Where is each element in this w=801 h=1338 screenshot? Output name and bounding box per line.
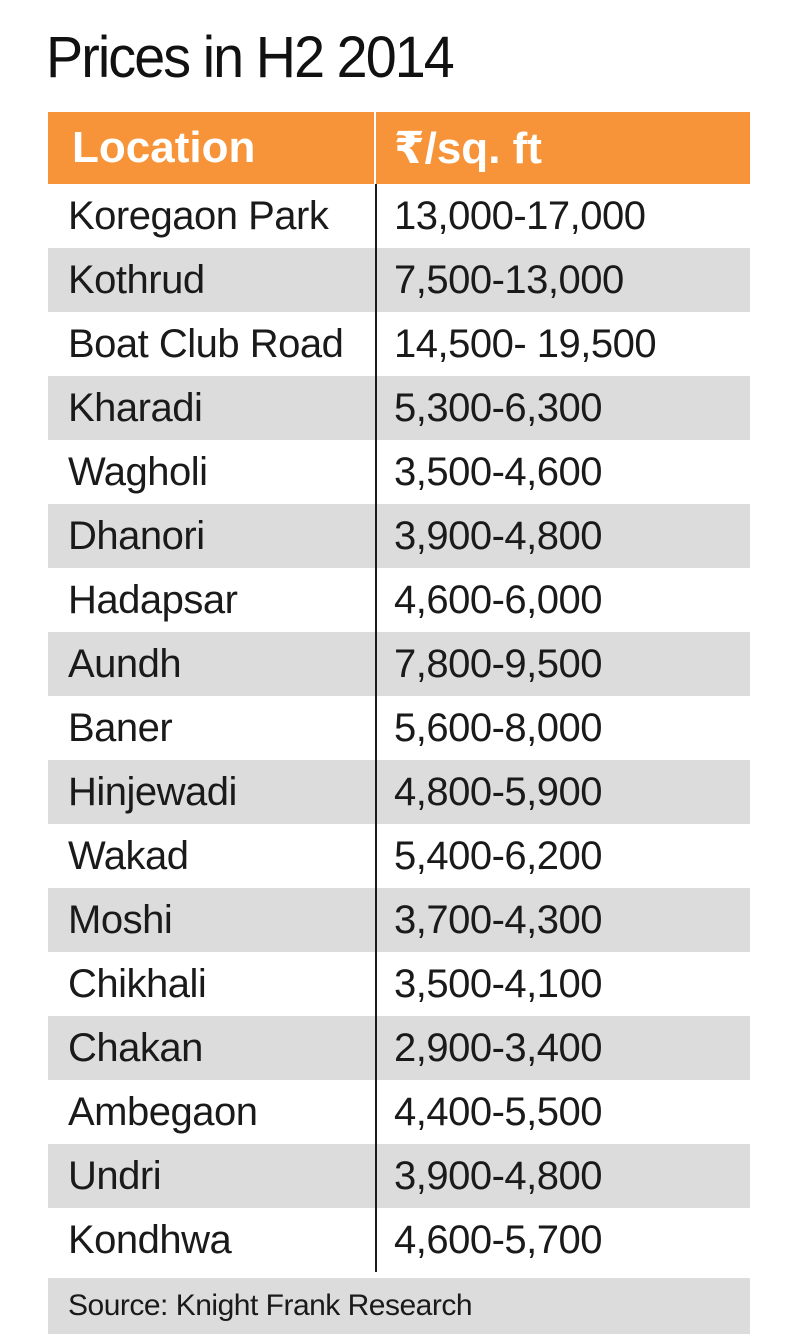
source-note: Source: Knight Frank Research xyxy=(48,1278,750,1334)
price-cell: 13,000-17,000 xyxy=(394,193,646,238)
price-cell: 4,600-5,700 xyxy=(394,1217,603,1262)
table-row xyxy=(48,760,750,824)
price-cell: 4,600-6,000 xyxy=(394,577,603,622)
column-divider xyxy=(375,184,377,1272)
table-row xyxy=(48,248,750,312)
header-price: ₹/sq. ft xyxy=(394,123,542,173)
location-cell: Wakad xyxy=(68,833,189,878)
table-row xyxy=(48,312,750,376)
location-cell: Ambegaon xyxy=(68,1089,258,1134)
table-row xyxy=(48,696,750,760)
price-cell: 14,500- 19,500 xyxy=(394,321,657,366)
location-cell: Wagholi xyxy=(68,449,208,494)
table-row xyxy=(48,952,750,1016)
location-cell: Dhanori xyxy=(68,513,205,558)
table-row xyxy=(48,568,750,632)
table-row xyxy=(48,1016,750,1080)
price-table xyxy=(48,112,750,1334)
header-location: Location xyxy=(48,112,376,184)
price-cell: 2,900-3,400 xyxy=(394,1025,603,1070)
location-cell: Aundh xyxy=(68,641,182,686)
price-cell: 5,600-8,000 xyxy=(394,705,603,750)
price-cell: 4,400-5,500 xyxy=(394,1089,603,1134)
location-cell: Baner xyxy=(68,705,173,750)
price-cell: 7,500-13,000 xyxy=(394,257,624,302)
table-row xyxy=(48,440,750,504)
location-cell: Undri xyxy=(68,1153,162,1198)
price-cell: 3,700-4,300 xyxy=(394,897,603,942)
price-cell: 5,300-6,300 xyxy=(394,385,603,430)
location-cell: Kharadi xyxy=(68,385,203,430)
location-cell: Kothrud xyxy=(68,257,205,302)
chart-title: Prices in H2 2014 xyxy=(46,25,453,90)
table-header xyxy=(48,112,750,184)
table-row xyxy=(48,824,750,888)
location-cell: Moshi xyxy=(68,897,173,942)
price-cell: 3,500-4,600 xyxy=(394,449,603,494)
location-cell: Boat Club Road xyxy=(68,321,344,366)
price-cell: 3,500-4,100 xyxy=(394,961,603,1006)
table-row xyxy=(48,1080,750,1144)
table-body xyxy=(48,184,750,1272)
price-cell: 4,800-5,900 xyxy=(394,769,603,814)
location-cell: Hadapsar xyxy=(68,577,238,622)
price-cell: 7,800-9,500 xyxy=(394,641,603,686)
table-row xyxy=(48,632,750,696)
price-cell: 3,900-4,800 xyxy=(394,1153,603,1198)
table-row xyxy=(48,504,750,568)
location-cell: Hinjewadi xyxy=(68,769,237,814)
location-cell: Koregaon Park xyxy=(68,193,329,238)
table-row xyxy=(48,376,750,440)
table-row xyxy=(48,1144,750,1208)
table-row xyxy=(48,888,750,952)
price-cell: 3,900-4,800 xyxy=(394,513,603,558)
location-cell: Kondhwa xyxy=(68,1217,232,1262)
location-cell: Chikhali xyxy=(68,961,207,1006)
price-cell: 5,400-6,200 xyxy=(394,833,603,878)
location-cell: Chakan xyxy=(68,1025,203,1070)
table-row xyxy=(48,184,750,248)
table-row xyxy=(48,1208,750,1272)
